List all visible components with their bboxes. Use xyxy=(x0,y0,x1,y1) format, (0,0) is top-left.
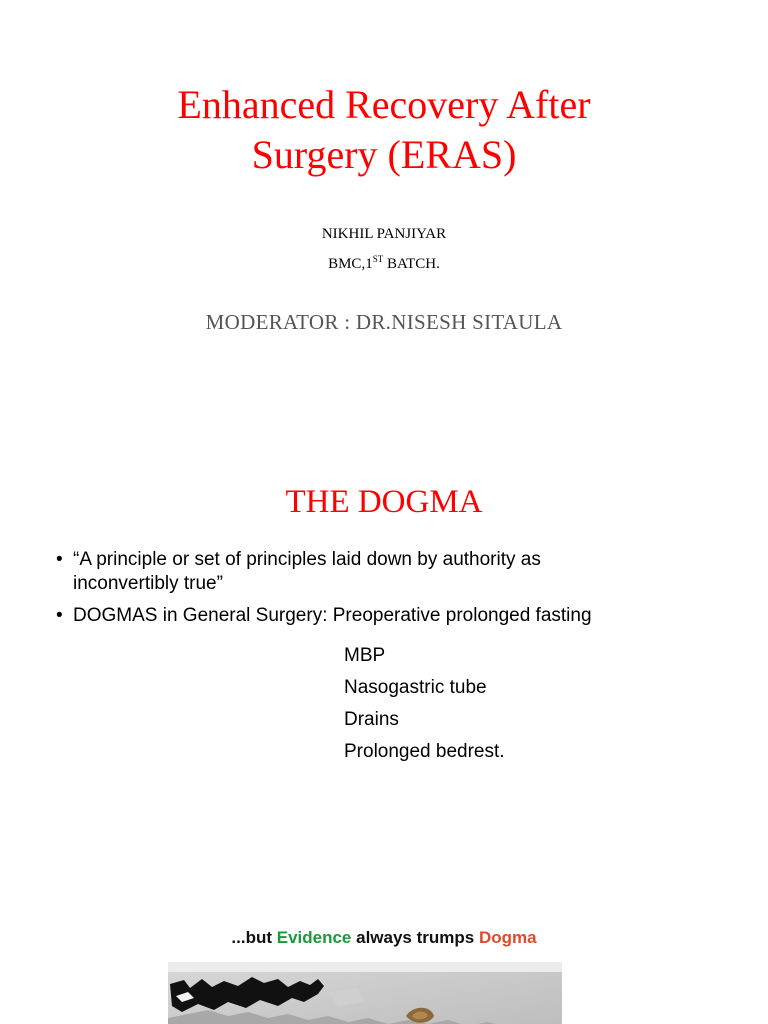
list-item: Prolonged bedrest. xyxy=(344,741,505,762)
bullet-icon: • xyxy=(56,549,63,570)
presentation-title xyxy=(0,80,768,180)
caption-prefix: ...but xyxy=(231,928,277,947)
list-item xyxy=(56,548,736,596)
dogma-sub-list xyxy=(344,640,505,768)
torn-paper-image-icon xyxy=(168,962,562,1024)
bullet-list xyxy=(56,548,736,628)
slide-caption xyxy=(0,928,768,948)
moderator-line: MODERATOR : DR.NISESH SITAULA xyxy=(205,310,563,334)
list-item: Nasogastric tube xyxy=(344,677,487,698)
author-batch-superscript: ST xyxy=(372,254,384,264)
author-name: NIKHIL PANJIYAR xyxy=(321,226,447,242)
slide-title: THE DOGMA xyxy=(285,484,483,520)
list-item: Drains xyxy=(344,709,399,730)
bullet-text-line2: inconvertibly true” xyxy=(73,573,223,594)
bullet-text-line1: DOGMAS in General Surgery: Preoperative prolonged fasting xyxy=(73,605,592,626)
list-item xyxy=(56,604,736,628)
author-batch xyxy=(0,254,768,273)
caption-evidence: Evidence xyxy=(276,928,352,947)
evidence-slide xyxy=(0,900,768,1024)
title-line-2: Surgery (ERAS) xyxy=(251,132,517,177)
bullet-icon: • xyxy=(56,605,63,626)
caption-dogma: Dogma xyxy=(478,928,537,947)
title-line-1: Enhanced Recovery After xyxy=(177,82,591,127)
bullet-text-line1: “A principle or set of principles laid down by authority as xyxy=(73,549,541,570)
caption-middle: always trumps xyxy=(351,928,479,947)
author-batch-prefix: BMC,1 xyxy=(328,256,373,272)
dogma-slide xyxy=(0,430,768,900)
author-batch-suffix: BATCH. xyxy=(383,256,440,272)
list-item: MBP xyxy=(344,645,386,666)
title-slide xyxy=(0,0,768,430)
